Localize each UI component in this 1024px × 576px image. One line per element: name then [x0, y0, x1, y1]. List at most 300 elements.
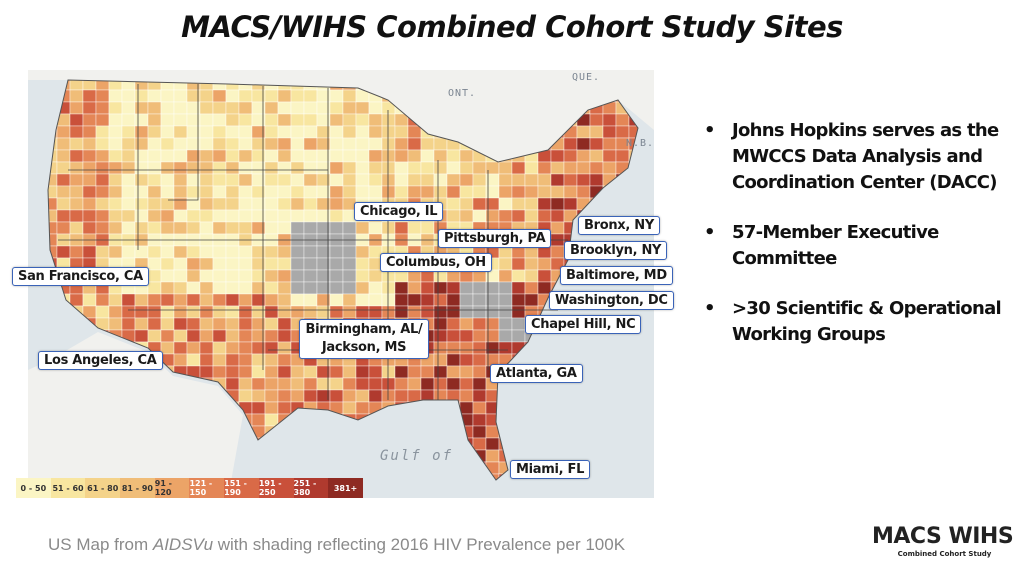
county-cell: [200, 330, 213, 342]
county-cell: [343, 222, 356, 234]
county-cell: [135, 90, 148, 102]
county-cell: [577, 186, 590, 198]
county-cell: [369, 294, 382, 306]
county-cell: [265, 366, 278, 378]
county-cell: [538, 174, 551, 186]
county-cell: [213, 114, 226, 126]
county-cell: [83, 162, 96, 174]
county-cell: [343, 282, 356, 294]
county-cell: [213, 174, 226, 186]
county-cell: [83, 150, 96, 162]
county-cell: [330, 138, 343, 150]
county-cell: [174, 342, 187, 354]
county-cell: [538, 162, 551, 174]
county-cell: [83, 174, 96, 186]
county-cell: [200, 222, 213, 234]
county-cell: [460, 162, 473, 174]
county-cell: [161, 222, 174, 234]
county-cell: [369, 390, 382, 402]
county-cell: [200, 246, 213, 258]
county-cell: [187, 282, 200, 294]
county-cell: [265, 102, 278, 114]
county-cell: [239, 306, 252, 318]
county-cell: [447, 150, 460, 162]
county-cell: [200, 186, 213, 198]
county-cell: [161, 174, 174, 186]
county-cell: [252, 378, 265, 390]
county-cell: [408, 174, 421, 186]
county-cell: [278, 138, 291, 150]
county-cell: [239, 318, 252, 330]
bullet-text: 57-Member Executive Committee: [732, 222, 939, 269]
map-label-quebec: QUE.: [572, 72, 601, 83]
caption-source: AIDSVu: [152, 535, 214, 554]
county-cell: [239, 126, 252, 138]
county-cell: [161, 342, 174, 354]
county-cell: [161, 114, 174, 126]
county-cell: [278, 282, 291, 294]
county-cell: [434, 294, 447, 306]
county-cell: [330, 306, 343, 318]
county-cell: [330, 270, 343, 282]
county-cell: [330, 126, 343, 138]
county-cell: [174, 222, 187, 234]
site-label-los-angeles: Los Angeles, CA: [38, 351, 163, 370]
county-cell: [564, 150, 577, 162]
county-cell: [200, 102, 213, 114]
county-cell: [109, 102, 122, 114]
county-cell: [395, 222, 408, 234]
county-cell: [213, 126, 226, 138]
county-cell: [57, 186, 70, 198]
county-cell: [356, 366, 369, 378]
county-cell: [343, 246, 356, 258]
county-cell: [148, 150, 161, 162]
county-cell: [512, 258, 525, 270]
county-cell: [304, 102, 317, 114]
county-cell: [304, 126, 317, 138]
map-label-new-brunswick: N.B.: [626, 138, 654, 149]
county-cell: [330, 90, 343, 102]
county-cell: [304, 390, 317, 402]
county-cell: [226, 258, 239, 270]
county-cell: [187, 330, 200, 342]
county-cell: [564, 198, 577, 210]
county-cell: [551, 186, 564, 198]
county-cell: [330, 366, 343, 378]
county-cell: [278, 174, 291, 186]
county-cell: [408, 366, 421, 378]
county-cell: [70, 138, 83, 150]
county-cell: [304, 282, 317, 294]
county-cell: [213, 186, 226, 198]
county-cell: [57, 198, 70, 210]
county-cell: [356, 138, 369, 150]
bullet-marker: •: [704, 222, 715, 243]
county-cell: [135, 246, 148, 258]
county-cell: [434, 162, 447, 174]
county-cell: [382, 366, 395, 378]
county-cell: [109, 294, 122, 306]
county-cell: [525, 186, 538, 198]
county-cell: [161, 210, 174, 222]
county-cell: [161, 150, 174, 162]
county-cell: [460, 198, 473, 210]
county-cell: [226, 330, 239, 342]
county-cell: [122, 294, 135, 306]
county-cell: [239, 342, 252, 354]
county-cell: [434, 138, 447, 150]
county-cell: [434, 318, 447, 330]
county-cell: [369, 126, 382, 138]
county-cell: [174, 102, 187, 114]
county-cell: [278, 114, 291, 126]
county-cell: [421, 162, 434, 174]
county-cell: [109, 174, 122, 186]
county-cell: [265, 246, 278, 258]
county-cell: [122, 198, 135, 210]
county-cell: [512, 318, 525, 330]
county-cell: [473, 282, 486, 294]
county-cell: [200, 162, 213, 174]
county-cell: [343, 258, 356, 270]
county-cell: [577, 162, 590, 174]
county-cell: [304, 174, 317, 186]
county-cell: [395, 150, 408, 162]
county-cell: [213, 318, 226, 330]
county-cell: [70, 246, 83, 258]
county-cell: [161, 186, 174, 198]
county-cell: [343, 270, 356, 282]
county-cell: [369, 162, 382, 174]
county-cell: [304, 162, 317, 174]
county-cell: [473, 354, 486, 366]
county-cell: [148, 306, 161, 318]
county-cell: [122, 102, 135, 114]
county-cell: [408, 186, 421, 198]
map-source-caption: [48, 535, 625, 555]
county-cell: [226, 210, 239, 222]
logo-subtitle: Combined Cohort Study: [897, 550, 992, 558]
county-cell: [434, 378, 447, 390]
bullet-marker: •: [704, 120, 715, 141]
county-cell: [460, 150, 473, 162]
county-cell: [278, 390, 291, 402]
bullet-working-groups: [704, 296, 1004, 348]
county-cell: [161, 162, 174, 174]
county-cell: [356, 222, 369, 234]
county-cell: [174, 306, 187, 318]
county-cell: [226, 270, 239, 282]
county-cell: [239, 366, 252, 378]
county-cell: [499, 186, 512, 198]
county-cell: [226, 162, 239, 174]
county-cell: [278, 330, 291, 342]
county-cell: [161, 306, 174, 318]
county-cell: [330, 186, 343, 198]
county-cell: [356, 174, 369, 186]
county-cell: [57, 246, 70, 258]
county-cell: [473, 198, 486, 210]
county-cell: [70, 126, 83, 138]
county-cell: [525, 174, 538, 186]
county-cell: [512, 174, 525, 186]
county-cell: [226, 150, 239, 162]
county-cell: [538, 258, 551, 270]
county-cell: [434, 306, 447, 318]
county-cell: [616, 150, 629, 162]
county-cell: [525, 258, 538, 270]
county-cell: [369, 222, 382, 234]
county-cell: [70, 114, 83, 126]
county-cell: [590, 114, 603, 126]
county-cell: [161, 246, 174, 258]
county-cell: [96, 186, 109, 198]
county-cell: [135, 162, 148, 174]
county-cell: [460, 174, 473, 186]
county-cell: [473, 174, 486, 186]
county-cell: [161, 294, 174, 306]
site-label-baltimore: Baltimore, MD: [560, 266, 673, 285]
county-cell: [291, 270, 304, 282]
county-cell: [278, 258, 291, 270]
county-cell: [330, 246, 343, 258]
county-cell: [122, 90, 135, 102]
county-cell: [239, 354, 252, 366]
county-cell: [330, 390, 343, 402]
county-cell: [382, 378, 395, 390]
county-cell: [83, 102, 96, 114]
county-cell: [161, 282, 174, 294]
county-cell: [499, 318, 512, 330]
county-cell: [135, 198, 148, 210]
county-cell: [278, 210, 291, 222]
county-cell: [57, 210, 70, 222]
county-cell: [382, 222, 395, 234]
county-cell: [109, 210, 122, 222]
bullet-executive-committee: [704, 220, 1004, 272]
county-cell: [200, 270, 213, 282]
county-cell: [200, 354, 213, 366]
county-cell: [382, 114, 395, 126]
county-cell: [473, 306, 486, 318]
county-cell: [447, 282, 460, 294]
county-cell: [70, 150, 83, 162]
county-cell: [304, 138, 317, 150]
county-cell: [135, 102, 148, 114]
mwccs-logo: [872, 524, 1017, 566]
county-cell: [473, 330, 486, 342]
county-cell: [265, 318, 278, 330]
county-cell: [239, 222, 252, 234]
county-cell: [447, 342, 460, 354]
county-cell: [408, 126, 421, 138]
county-cell: [83, 186, 96, 198]
county-cell: [408, 138, 421, 150]
bullet-dacc: [704, 118, 1004, 196]
county-cell: [57, 174, 70, 186]
county-cell: [460, 354, 473, 366]
county-cell: [265, 294, 278, 306]
county-cell: [538, 198, 551, 210]
county-cell: [96, 138, 109, 150]
county-cell: [200, 198, 213, 210]
county-cell: [239, 174, 252, 186]
county-cell: [239, 150, 252, 162]
county-cell: [278, 402, 291, 414]
county-cell: [200, 306, 213, 318]
county-cell: [174, 294, 187, 306]
county-cell: [148, 222, 161, 234]
county-cell: [291, 150, 304, 162]
county-cell: [356, 114, 369, 126]
county-cell: [109, 126, 122, 138]
county-cell: [226, 114, 239, 126]
county-cell: [499, 210, 512, 222]
county-cell: [538, 186, 551, 198]
county-cell: [70, 210, 83, 222]
county-cell: [486, 438, 499, 450]
site-label-washington: Washington, DC: [549, 291, 674, 310]
county-cell: [395, 306, 408, 318]
legend-bin: 61 - 80: [85, 478, 120, 498]
bullet-text: >30 Scientific & Operational Working Groups: [732, 298, 1001, 345]
county-cell: [447, 186, 460, 198]
county-cell: [83, 138, 96, 150]
county-cell: [343, 186, 356, 198]
county-cell: [369, 186, 382, 198]
county-cell: [382, 306, 395, 318]
county-cell: [83, 90, 96, 102]
county-cell: [382, 294, 395, 306]
county-cell: [174, 126, 187, 138]
county-cell: [447, 162, 460, 174]
county-cell: [473, 366, 486, 378]
county-cell: [122, 174, 135, 186]
county-cell: [434, 174, 447, 186]
county-cell: [525, 294, 538, 306]
county-cell: [96, 198, 109, 210]
county-cell: [187, 246, 200, 258]
county-cell: [213, 90, 226, 102]
county-cell: [96, 306, 109, 318]
county-cell: [213, 306, 226, 318]
county-cell: [291, 210, 304, 222]
county-cell: [226, 342, 239, 354]
county-cell: [551, 162, 564, 174]
county-cell: [577, 126, 590, 138]
county-cell: [382, 174, 395, 186]
county-cell: [421, 138, 434, 150]
county-cell: [122, 162, 135, 174]
county-cell: [369, 282, 382, 294]
county-cell: [278, 270, 291, 282]
county-cell: [265, 390, 278, 402]
county-cell: [278, 150, 291, 162]
county-cell: [96, 222, 109, 234]
county-cell: [57, 162, 70, 174]
county-cell: [330, 102, 343, 114]
county-cell: [291, 390, 304, 402]
county-cell: [252, 390, 265, 402]
county-cell: [265, 174, 278, 186]
county-cell: [200, 294, 213, 306]
county-cell: [447, 210, 460, 222]
county-cell: [148, 162, 161, 174]
county-cell: [512, 270, 525, 282]
county-cell: [122, 222, 135, 234]
county-cell: [122, 246, 135, 258]
county-cell: [226, 318, 239, 330]
map-label-ontario: ONT.: [448, 88, 477, 99]
county-cell: [564, 138, 577, 150]
county-cell: [213, 222, 226, 234]
county-cell: [343, 174, 356, 186]
county-cell: [148, 198, 161, 210]
county-cell: [70, 186, 83, 198]
legend-bin: 91 - 120: [155, 478, 190, 498]
county-cell: [369, 306, 382, 318]
county-cell: [408, 282, 421, 294]
county-cell: [434, 150, 447, 162]
county-cell: [239, 162, 252, 174]
county-cell: [291, 306, 304, 318]
county-cell: [213, 198, 226, 210]
county-cell: [291, 222, 304, 234]
county-cell: [148, 282, 161, 294]
county-cell: [512, 306, 525, 318]
county-cell: [213, 270, 226, 282]
county-cell: [330, 222, 343, 234]
legend-bin: 191 - 250: [259, 478, 294, 498]
county-cell: [148, 186, 161, 198]
county-cell: [96, 102, 109, 114]
county-cell: [421, 378, 434, 390]
county-cell: [278, 294, 291, 306]
county-cell: [434, 354, 447, 366]
county-cell: [304, 114, 317, 126]
county-cell: [200, 174, 213, 186]
county-cell: [239, 114, 252, 126]
county-cell: [135, 318, 148, 330]
county-cell: [512, 282, 525, 294]
county-cell: [148, 258, 161, 270]
county-cell: [343, 126, 356, 138]
county-cell: [304, 90, 317, 102]
county-cell: [291, 102, 304, 114]
county-cell: [239, 390, 252, 402]
county-cell: [174, 330, 187, 342]
county-cell: [161, 318, 174, 330]
county-cell: [486, 450, 499, 462]
county-cell: [174, 90, 187, 102]
county-cell: [499, 294, 512, 306]
county-cell: [538, 210, 551, 222]
county-cell: [330, 294, 343, 306]
county-cell: [499, 162, 512, 174]
county-cell: [499, 330, 512, 342]
county-cell: [356, 270, 369, 282]
caption-suffix: with shading reflecting 2016 HIV Prevalence per 100K: [213, 535, 626, 554]
county-cell: [330, 378, 343, 390]
county-cell: [499, 282, 512, 294]
county-cell: [148, 102, 161, 114]
county-cell: [291, 294, 304, 306]
county-cell: [291, 282, 304, 294]
county-cell: [343, 294, 356, 306]
site-label-pittsburgh: Pittsburgh, PA: [438, 229, 551, 248]
county-cell: [525, 198, 538, 210]
